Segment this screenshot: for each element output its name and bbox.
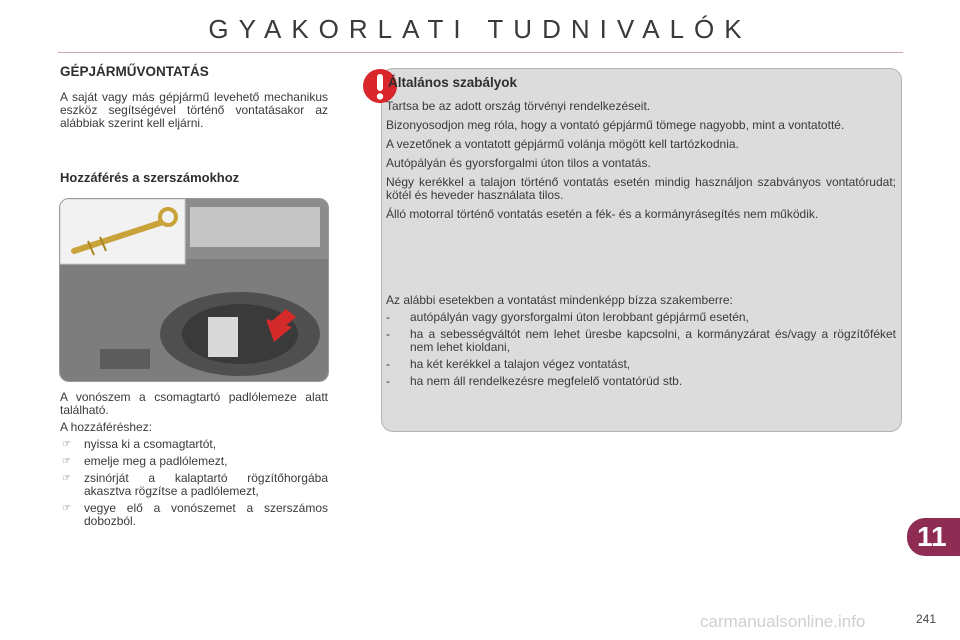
rule-item: A vezetőnek a vontatott gépjármű volánja mögött kell tartózkodnia.: [386, 137, 739, 151]
list-item: ☞ nyissa ki a csomagtartót,: [62, 437, 217, 451]
rule-item: Négy kerékkel a talajon történő vontatás esetén mindig használjon szabványos vontatórudat; kötél és heveder használata tilos.: [386, 175, 896, 202]
trunk-photo: [59, 198, 329, 382]
page-header-title: GYAKORLATI TUDNIVALÓK: [208, 14, 752, 44]
dash-marker: -: [386, 357, 390, 371]
expert-cases-list: [386, 311, 896, 388]
left-column-access: [60, 391, 328, 532]
rule-item: Bizonyosodjon meg róla, hogy a vontató gépjármű tömege nagyobb, mint a vontatotté.: [386, 118, 845, 132]
arrow-right-icon: ☞: [62, 503, 71, 514]
rule-item: Álló motorral történő vontatás esetén a fék- és a kormányrásegítés nem működik.: [386, 207, 819, 221]
left-column-intro: [60, 64, 328, 134]
page-number: 241: [916, 612, 937, 626]
expert-intro: Az alábbi esetekben a vontatást mindenképp bízza szakemberre:: [386, 293, 733, 307]
access-intro: A hozzáféréshez:: [60, 420, 153, 434]
list-item: ☞ zsinórját a kalaptartó rögzítőhorgába akasztva rögzítse a padlólemezt,: [62, 471, 328, 498]
section-title: GÉPJÁRMŰVONTATÁS: [60, 64, 209, 79]
list-item: - ha két kerékkel a talajon végez vontatást,: [386, 357, 631, 371]
rule-item: Autópályán és gyorsforgalmi úton tilos a vontatás.: [386, 156, 651, 170]
arrow-right-icon: ☞: [62, 456, 71, 467]
list-item: - ha nem áll rendelkezésre megfelelő vontatórúd stb.: [386, 374, 683, 388]
dash-marker: -: [386, 327, 390, 341]
arrow-right-icon: ☞: [62, 439, 71, 450]
list-item: - autópályán vagy gyorsforgalmi úton lerobbant gépjármű esetén,: [386, 310, 749, 324]
dash-marker: -: [386, 374, 390, 388]
rule-item: Tartsa be az adott ország törvényi rendelkezéseit.: [386, 99, 651, 113]
watermark: carmanualsonline.info: [700, 612, 866, 631]
chapter-tab: 11: [907, 518, 960, 556]
list-item: ☞ emelje meg a padlólemezt,: [62, 454, 228, 468]
header-divider: [58, 52, 903, 53]
dash-marker: -: [386, 310, 390, 324]
subsection-title: Hozzáférés a szerszámokhoz: [60, 170, 240, 185]
general-rules-body: [386, 100, 896, 227]
trunk-illustration: [60, 199, 328, 381]
general-rules-title: Általános szabályok: [388, 75, 518, 90]
access-steps-list: [60, 438, 328, 528]
intro-paragraph: A saját vagy más gépjármű levehető mechanikus eszköz segítségével történő vontatásakor az alábbiak szerint kell eljárni.: [60, 90, 328, 130]
list-item: - ha a sebességváltót nem lehet üresbe kapcsolni, a kormányzárat és/vagy a rögzítőféket nem lehet kioldani,: [386, 327, 896, 354]
photo-caption: A vonószem a csomagtartó padlólemeze alatt található.: [60, 390, 328, 417]
list-item: ☞ vegye elő a vonószemet a szerszámos dobozból.: [62, 501, 328, 528]
expert-cases-section: [386, 294, 896, 392]
arrow-right-icon: ☞: [62, 473, 71, 484]
